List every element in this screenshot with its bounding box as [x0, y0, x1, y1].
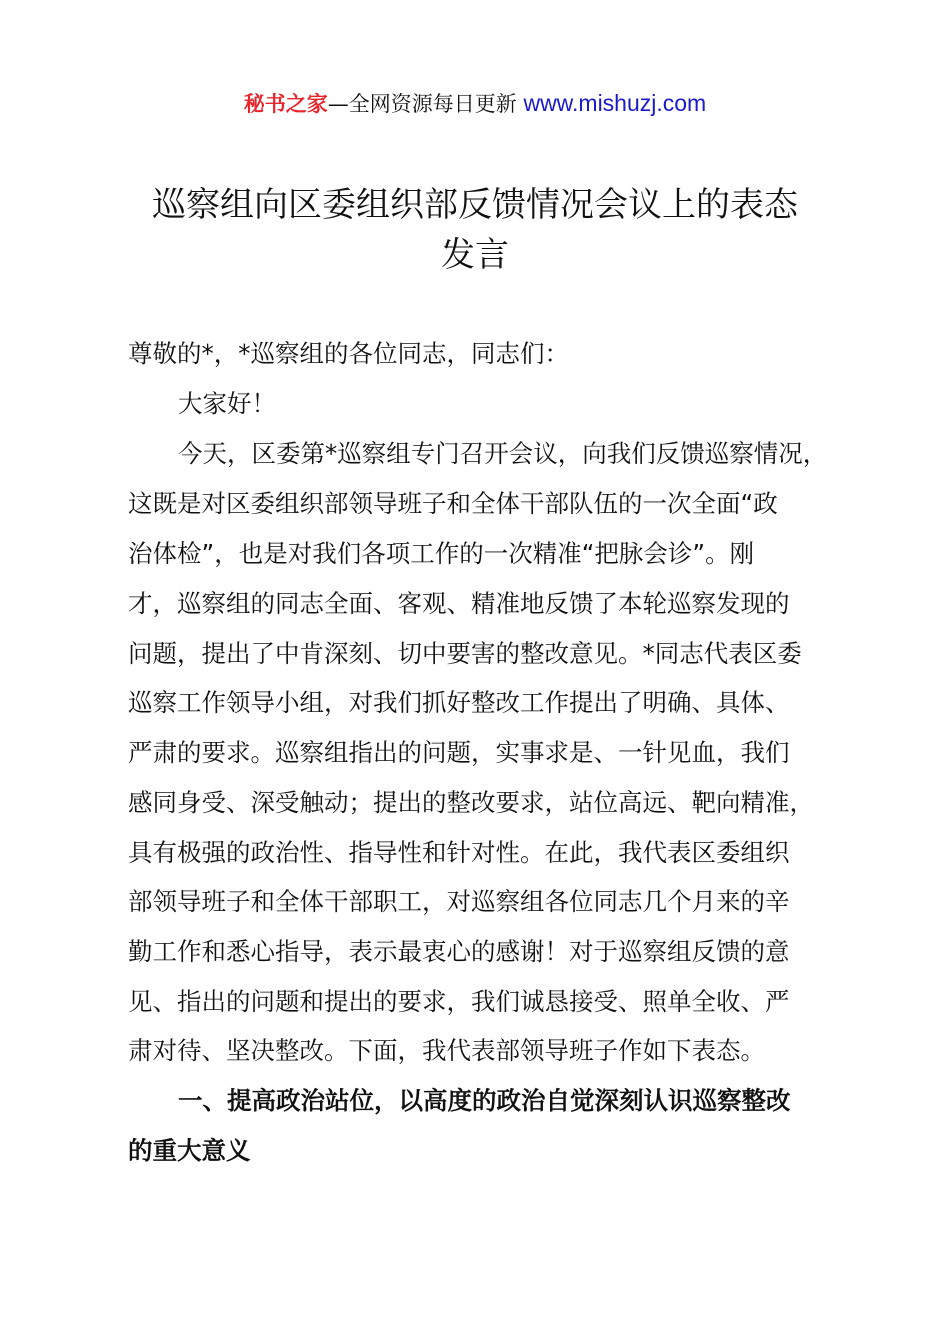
body-line: 今天，区委第*巡察组专门召开会议，向我们反馈巡察情况， — [178, 439, 828, 468]
document-title-line-2: 发言 — [441, 235, 509, 275]
body-line: 感同身受、深受触动；提出的整改要求，站位高远、靶向精准， — [128, 788, 814, 817]
body-line: 见、指出的问题和提出的要求，我们诚恳接受、照单全收、严 — [128, 987, 790, 1016]
body-line: 这既是对区委组织部领导班子和全体干部队伍的一次全面“政 — [128, 489, 778, 518]
section-heading-continued: 的重大意义 — [128, 1136, 251, 1165]
site-banner — [0, 88, 950, 118]
body-line: 问题，提出了中肯深刻、切中要害的整改意见。*同志代表区委 — [128, 639, 802, 668]
greeting: 大家好！ — [178, 389, 276, 418]
body-line: 部领导班子和全体干部职工，对巡察组各位同志几个月来的辛 — [128, 887, 790, 916]
body-line: 才，巡察组的同志全面、客观、精准地反馈了本轮巡察发现的 — [128, 589, 790, 618]
section-heading: 一、提高政治站位，以高度的政治自觉深刻认识巡察整改 — [178, 1086, 791, 1115]
body-line: 巡察工作领导小组，对我们抓好整改工作提出了明确、具体、 — [128, 688, 790, 717]
body-line: 肃对待、坚决整改。下面，我代表部领导班子作如下表态。 — [128, 1036, 765, 1065]
document-title-line-1: 巡察组向区委组织部反馈情况会议上的表态 — [152, 185, 798, 225]
body-line: 勤工作和悉心指导，表示最衷心的感谢！对于巡察组反馈的意 — [128, 937, 790, 966]
body-line: 治体检”，也是对我们各项工作的一次精准“把脉会诊”。刚 — [128, 539, 755, 568]
salutation: 尊敬的*，*巡察组的各位同志，同志们： — [128, 339, 569, 368]
banner-tagline: —全网资源每日更新 — [327, 92, 517, 116]
body-line: 严肃的要求。巡察组指出的问题，实事求是、一针见血，我们 — [128, 738, 790, 767]
body-line: 具有极强的政治性、指导性和针对性。在此，我代表区委组织 — [128, 838, 790, 867]
site-url-link[interactable]: www.mishuzj.com — [523, 90, 707, 116]
brand-name: 秘书之家 — [243, 92, 328, 116]
